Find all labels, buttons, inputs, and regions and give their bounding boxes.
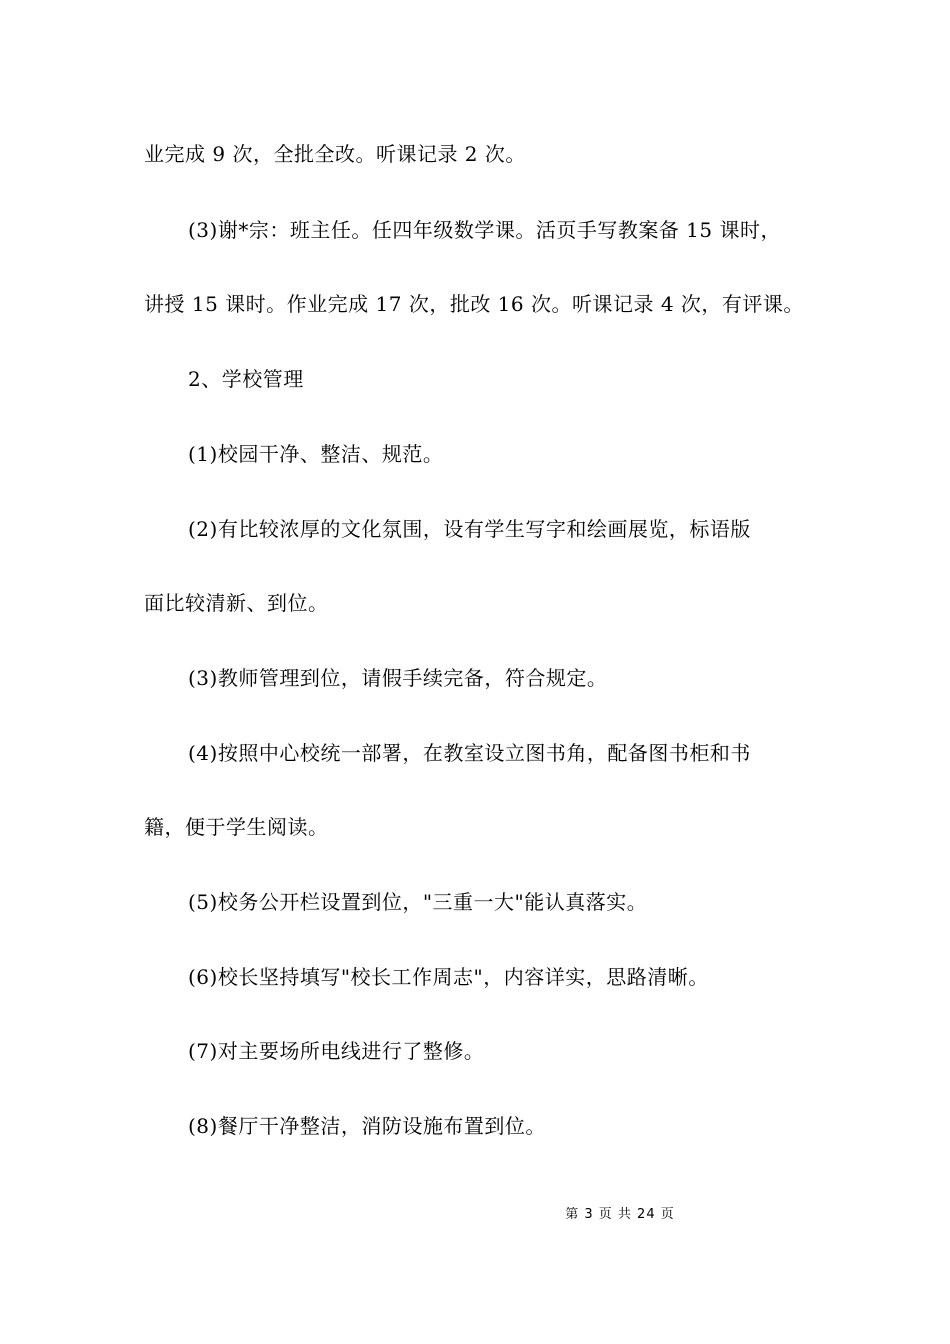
text-line-8: (3)教师管理到位，请假手续完备，符合规定。 [188,666,608,690]
page-footer [0,1206,950,1224]
text-line-3: 讲授 15 课时。作业完成 17 次，批改 16 次。听课记录 4 次，有评课。 [144,292,804,316]
text-line-6: (2)有比较浓厚的文化氛围，设有学生写字和绘画展览，标语版 [188,517,751,541]
text-line-10: 籍，便于学生阅读。 [144,815,329,839]
text-line-14: (8)餐厅干净整洁，消防设施布置到位。 [188,1114,546,1138]
page-number: 第 3 页 共 24 页 [565,1207,675,1222]
text-line-1: 业完成 9 次，全批全改。听课记录 2 次。 [144,142,526,166]
text-line-9: (4)按照中心校统一部署，在教室设立图书角，配备图书柜和书 [188,741,751,765]
text-line-11: (5)校务公开栏设置到位，"三重一大"能认真落实。 [188,890,648,914]
text-line-13: (7)对主要场所电线进行了整修。 [188,1039,485,1063]
text-line-5: (1)校园干净、整洁、规范。 [188,442,444,466]
text-line-2: (3)谢*宗：班主任。任四年级数学课。活页手写教案备 15 课时， [188,218,781,242]
text-line-12: (6)校长坚持填写"校长工作周志"，内容详实，思路清晰。 [188,965,709,989]
section-heading: 2、学校管理 [188,367,304,391]
text-line-7: 面比较清新、到位。 [144,591,329,615]
